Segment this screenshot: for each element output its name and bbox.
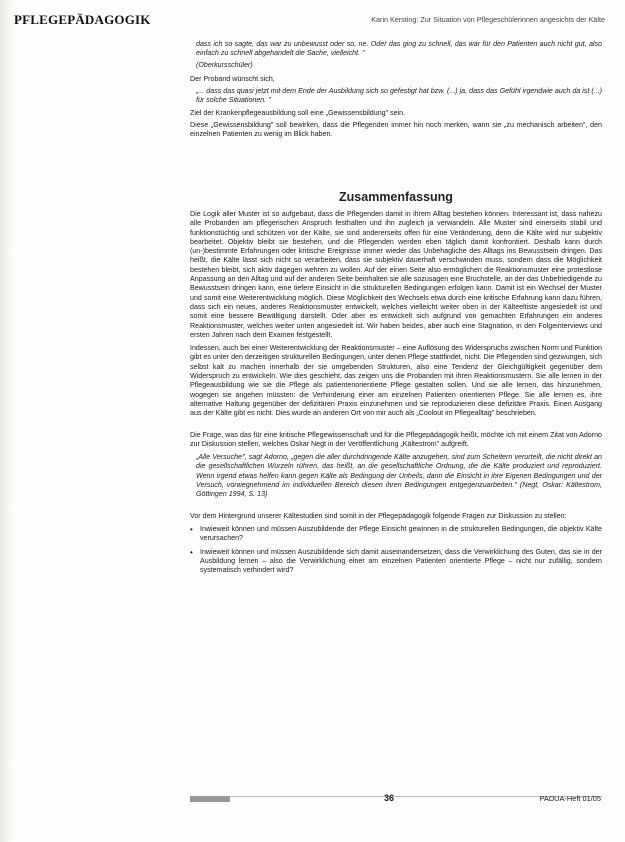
summary-paragraph-4: Vor dem Hintergrund unserer Kältestudien sind somit in der Pflegepädagogik folgende Fragen zur Diskussion zu stellen: (190, 511, 567, 520)
bullet-icon: • (190, 547, 193, 557)
question-bullet-2 (190, 548, 602, 576)
summary-paragraph-3: Die Frage, was das für eine kritische Pflegewissenschaft und für die Pflegepädagogik heißt, möchte ich mit einem Zitat von Adorno zur Diskussion stellen, welches Oskar Negt in der Veröffentlichung „Kältestrom" aufgreift. (190, 430, 602, 448)
running-title: Karin Kersting: Zur Situation von Pflegeschülerinnen angesichts der Kälte (371, 15, 605, 24)
summary-paragraph-2: Indessen, auch bei einer Weiterentwicklung der Reaktionsmuster – eine Auflösung des Widerspruchs zwischen Norm und Funktion gibt es unter den derzeitigen strukturellen Bedingungen, unter denen Pflege stattfindet, nicht. Die Pflegenden sind gezwungen, sich selbst kalt zu machen innerhalb der sie umgebenden Strukturen, also eine Tendenz der Gleichgültigkeit gegenüber dem Widerspruch zu entwickeln. Wie dies geschieht, das zeigen uns die Probanden mit ihren Reaktionsmustern. Sie alle lernen in der Pflegeausbildung wie sie die Pflege als patientenorientierte Pflege gestalten sollen. Und sie alle lernen, das hinzunehmen, wogegen sie angehen müssten: die Verhinderung einer am einzelnen Patienten orientierten Pflege. Sie alle lernen es, ihre alternative Haltung gegenüber der defizitären Praxis einzunehmen und sie reproduzieren diese defizitäre Praxis. Einen Ausgang aus der Kälte gibt es nicht. Dies wurde an anderen Ort von mir auch als „Coolout im Pflegealltag" beschrieben. (190, 344, 602, 418)
section-heading: Zusammenfassung (339, 190, 453, 204)
summary-body (190, 210, 602, 575)
journal-logo: PFLEGEPÄDAGOGIK (14, 12, 151, 27)
conscience-explanation: Diese „Gewissensbildung" soll bewirken, dass die Pflegenden immer hin noch merken, wann sie „zu mechanisch arbeiten", den einzelnen Patienten zu wenig im Blick haben. (190, 121, 602, 139)
quote-continuation: dass ich so sagte, das war zu unbewusst oder so, ne. Oder das ging zu schnell, das war für den Patienten auch nicht gut, also einfach zu schnell abgehandelt die Sache, vielleicht. " (196, 40, 602, 58)
bullet-text: Inwieweit können und müssen Auszubildende sich damit auseinandersetzen, dass die Verwirklichung des Guten, das sie in der Ausbildung lernen – also die Verwirklichung einer am einzelnen Patienten orientierte Pflege – nicht nur zufällig, sondern systematisch verhindert wird? (200, 547, 602, 575)
top-section (190, 40, 602, 140)
wish-quote: „... dass das quasi jetzt mit dem Ende der Ausbildung sich so gefestigt hat bzw. (...) ja, dass das Gefühl irgendwie auch da ist (...) für solche Situationen. " (196, 87, 602, 105)
wish-intro: Der Proband wünscht sich, (190, 74, 275, 83)
summary-paragraph-1: Die Logik aller Muster ist so aufgebaut, dass die Pflegenden damit in ihrem Alltag bestehen können. Interessant ist, dass nahezu alle Probanden am pflegerischen Anspruch festhalten und ihn zugleich ja verwandeln. Alle Muster sind einerseits stabil und funktionstüchtig und schützen vor der Kälte, sie sind andererseits offen für eine Veränderung, denn die Kälte wird nur subjektiv bearbeitet. Objektiv bleibt sie bestehen, und die Pflegenden werden eben täglich damit konfrontiert. Deshalb kann durch (un-)bestimmte Erfahrungen oder kritische Ereignisse immer wieder das Unbehagliche des Alltags ins Bewusstsein dringen. Das heißt, die Kälte lässt sich nicht so verarbeiten, dass sie subjektiv dauerhaft verschwinden muss, sondern dass die Möglichkeit bestehen bleibt, sich aktiv dagegen wehren zu wollen. Auf der einen Seite also ermöglichen die Reaktionsmuster eine protestlose Anpassung an den Alltag und auf der anderen Seite beinhalten sie alle sozusagen eine Bruchstelle, an der das Unbefriedigende zu Bewusstsein dringen kann, eine tiefere Einsicht in die strukturellen Bedingungen erfolgen kann. Damit ist ein Wechsel der Muster und somit eine Weiterentwicklung möglich. Diese Möglichkeit des Wechsels etwa durch eine kritische Erfahrung kann dazu führen, dass sich ein neues, anderes Reaktionsmuster entwickelt, welches vielleicht weiter oben in der Kälteeltiste angesiedelt ist und somit eine bessere Bewältigung darstellt. Oder aber es entwickelt sich aufgrund von gemachten Erfahrungen ein anderes Reaktionsmuster, welches weiter unten angesiedelt ist. Wir haben beides, aber auch eine Stagnation, in den Folgeinterviews und ersten Jahren nach dem Examen festgestellt. (190, 210, 602, 339)
issue-label: PADUA-Heft 01/05 (539, 794, 601, 803)
education-goal: Ziel der Krankenpflegeausbildung soll eine „Gewissensbildung" sein. (190, 108, 406, 117)
question-bullet-1 (190, 525, 602, 544)
page-edge-shadow (0, 0, 14, 842)
page-header (14, 12, 605, 30)
adorno-quote: „Alle Versuche", sagt Adorno, „gegen die aller durchdringende Kälte anzugehen, sind zum Scheitern verurteilt, die nicht direkt an die gesellschaftlichen Wurzeln rühren, das heißt, an die gesellschaftliche Ordnung, die die Kälte produziert und reproduziert. Wenn irgend etwas helfen kann gegen Kälte als Bedingung der Unheils, dann die Einsicht in ihre Eigenen Bedingungen und der Versuch, vorwegnehmend im individuellen Bereich diesen ihren Bedingungen entgegenzuarbeiten." (Negt, Oskar: Kältestrom, Göttingen 1994, S. 13) (196, 453, 602, 499)
page-number: 36 (384, 793, 395, 803)
quote-source: (Oberkursschüler) (196, 60, 253, 69)
bullet-icon: • (190, 524, 193, 534)
footer-accent-bar (190, 796, 230, 802)
bullet-text: Inwieweit können und müssen Auszubildende der Pflege Einsicht gewinnen in die strukturellen Bedingungen, die objektiv Kälte verursachen? (200, 524, 602, 543)
